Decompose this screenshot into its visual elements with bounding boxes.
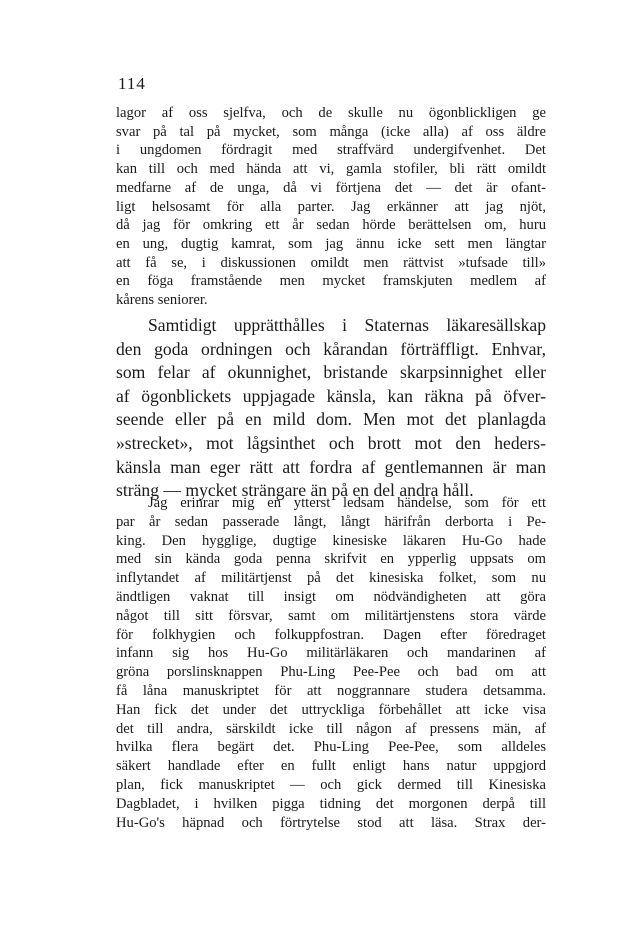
text-line: den goda ordningen och kårandan förträffligt. Enhvar,: [116, 338, 546, 359]
text-line: seende eller på en mild dom. Men mot det planlagda: [116, 409, 546, 430]
text-line: sträng — mycket strängare än på en del andra håll.: [116, 480, 474, 501]
text-line: par år sedan passerade långt, långt härifrån derborta i Pe-: [116, 513, 546, 530]
text-line: Dagbladet, i hvilken pigga tidning det morgonen derpå till: [116, 795, 546, 812]
text-line: Hu-Go's häpnad och förtrytelse stod att läsa. Strax der-: [116, 814, 546, 831]
text-line: i ungdomen fördragit med straffvärd undergifvenhet. Det: [116, 142, 546, 159]
paragraph-continuation: [116, 104, 546, 310]
text-line: med sin kända goda penna skrifvit en ypperlig uppsats om: [116, 551, 546, 568]
text-line: en föga framstående men mycket framskjuten medlem af: [116, 273, 546, 290]
text-line: en ung, dugtig kamrat, som jag ännu icke sett men längtar: [116, 235, 546, 252]
text-line: som felar af okunnighet, bristande skarpsinnighet eller: [116, 362, 546, 383]
text-line: känsla man eger rätt att fordra af gentlemannen är man: [116, 456, 546, 477]
text-line: king. Den hygglige, dugtige kinesiske läkaren Hu-Go hade: [116, 532, 546, 549]
text-line: ändtligen vaknat till insigt om nödvändigheten att göra: [116, 588, 546, 605]
text-line: af ögonblickets uppjagade känsla, kan räkna på öfver-: [116, 385, 546, 406]
text-line: kårens seniorer.: [116, 292, 208, 309]
text-line: inflytandet af militärtjenst på det kinesiska folket, som nu: [116, 570, 546, 587]
paragraph-anecdote: [116, 494, 546, 832]
text-line: svar på tal på mycket, som många (icke alla) af oss äldre: [116, 123, 546, 140]
text-line: hvilka flera begärt det. Phu-Ling Pee-Pee, som alldeles: [116, 739, 546, 756]
text-line: »strecket», mot lågsinthet och brott mot den heders-: [116, 432, 546, 453]
text-line: Han fick det under det uttryckliga förbehållet att icke visa: [116, 701, 546, 718]
text-line: gröna porslinsknappen Phu-Ling Pee-Pee och bad om att: [116, 664, 546, 681]
text-line: för folkhygien och folkuppfostran. Dagen efter föredraget: [116, 626, 546, 643]
text-line: Jag erinrar mig en ytterst ledsam händelse, som för ett: [148, 495, 546, 511]
text-line: kan till och med hända att vi, gamla stofiler, bli rätt omildt: [116, 161, 546, 178]
text-line: det till andra, särskildt icke till någon af pressens män, af: [116, 720, 546, 737]
text-line: ligt helsosamt för alla parter. Jag erkänner att jag njöt,: [116, 198, 546, 215]
text-line: infann sig hos Hu-Go militärläkaren och mandarinen af: [116, 645, 546, 662]
paragraph-large: [116, 314, 546, 503]
text-line: lagor af oss sjelfva, och de skulle nu ögonblickligen ge: [116, 105, 546, 121]
text-line: få låna manuskriptet för att noggrannare studera detsamma.: [116, 682, 546, 699]
text-line: något till sitt försvar, samt om militärtjenstens stora värde: [116, 607, 546, 624]
text-line: plan, fick manuskriptet — och gick dermed till Kinesiska: [116, 776, 546, 793]
text-line: att få se, i diskussionen omildt men rättvist »tufsade till»: [116, 254, 546, 271]
text-line: Samtidigt upprätthålles i Staternas läkaresällskap: [148, 315, 546, 335]
text-line: medfarne af de unga, då vi förtjena det — det är ofant-: [116, 179, 546, 196]
text-line: då jag för omkring ett år sedan hörde berättelsen om, huru: [116, 217, 546, 234]
text-line: säkert handlade efter en fullt enligt hans natur uppgjord: [116, 758, 546, 775]
page-number: 114: [118, 74, 146, 93]
